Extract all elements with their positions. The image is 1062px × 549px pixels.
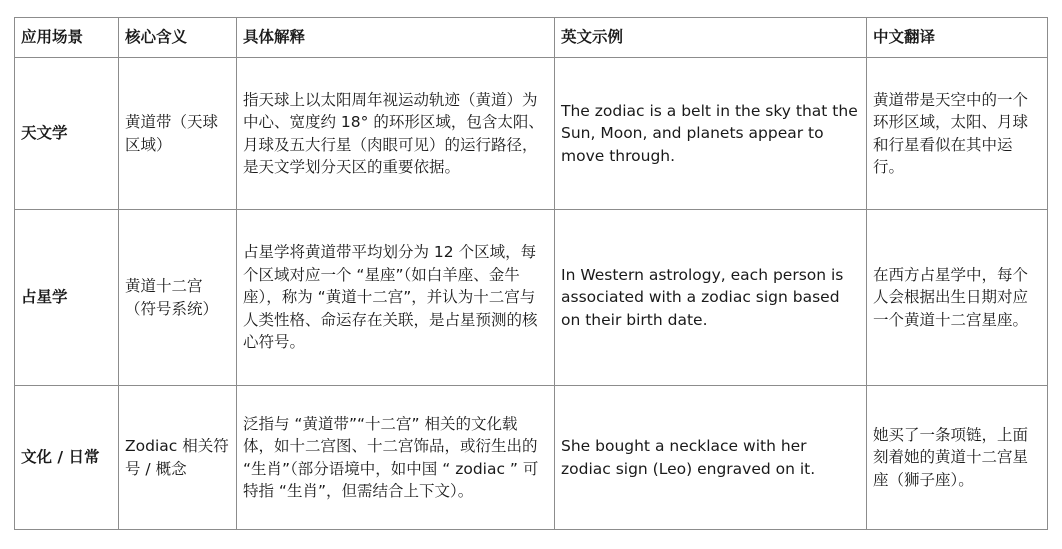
header-explanation: 具体解释 <box>237 18 555 58</box>
cell-meaning: 黄道带（天球区域） <box>119 58 237 210</box>
cell-chinese-translation: 黄道带是天空中的一个环形区域，太阳、月球和行星看似在其中运行。 <box>867 58 1048 210</box>
header-scene: 应用场景 <box>15 18 119 58</box>
table-row <box>15 386 1048 530</box>
table-row <box>15 210 1048 386</box>
cell-english-example: The zodiac is a belt in the sky that the Sun, Moon, and planets appear to move through. <box>555 58 867 210</box>
zodiac-table-container <box>14 17 1047 530</box>
cell-meaning: 黄道十二宫（符号系统） <box>119 210 237 386</box>
cell-english-example: In Western astrology, each person is associated with a zodiac sign based on their birth date. <box>555 210 867 386</box>
cell-english-example: She bought a necklace with her zodiac sign (Leo) engraved on it. <box>555 386 867 530</box>
cell-explanation: 指天球上以太阳周年视运动轨迹（黄道）为中心、宽度约 18° 的环形区域，包含太阳、月球及五大行星（肉眼可见）的运行路径，是天文学划分天区的重要依据。 <box>237 58 555 210</box>
cell-scene: 天文学 <box>15 58 119 210</box>
header-meaning: 核心含义 <box>119 18 237 58</box>
cell-scene: 占星学 <box>15 210 119 386</box>
cell-chinese-translation: 在西方占星学中，每个人会根据出生日期对应一个黄道十二宫星座。 <box>867 210 1048 386</box>
table-row <box>15 58 1048 210</box>
header-english-example: 英文示例 <box>555 18 867 58</box>
header-chinese-translation: 中文翻译 <box>867 18 1048 58</box>
table-body <box>15 58 1048 530</box>
cell-chinese-translation: 她买了一条项链，上面刻着她的黄道十二宫星座（狮子座）。 <box>867 386 1048 530</box>
header-row <box>15 18 1048 58</box>
cell-explanation: 占星学将黄道带平均划分为 12 个区域，每个区域对应一个 “星座”（如白羊座、金牛座），称为 “黄道十二宫”，并认为十二宫与人类性格、命运存在关联，是占星预测的核心符号。 <box>237 210 555 386</box>
table-header <box>15 18 1048 58</box>
cell-meaning: Zodiac 相关符号 / 概念 <box>119 386 237 530</box>
cell-explanation: 泛指与 “黄道带”“十二宫” 相关的文化载体，如十二宫图、十二宫饰品，或衍生出的 “生肖”（部分语境中，如中国 “ zodiac ” 可特指 “生肖”，但需结合上下文）。 <box>237 386 555 530</box>
cell-scene: 文化 / 日常 <box>15 386 119 530</box>
zodiac-usage-table <box>14 17 1048 530</box>
